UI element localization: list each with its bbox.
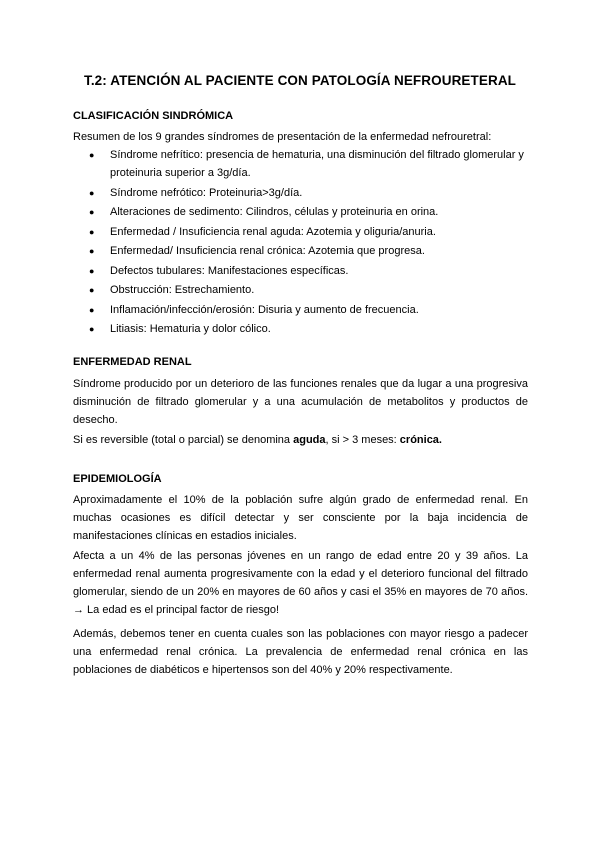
list-item — [73, 281, 533, 299]
sindromes-list — [73, 146, 533, 340]
epidemiologia-paragraph-2: Afecta a un 4% de las personas jóvenes en un rango de edad entre 20 y 39 años. La enfermedad renal aumenta progresivamente con la edad y el deterioro funcional del filtrado glomerular, siendo de un 20% en mayores de 60 años y casi el 35% en mayores de 70 años. → La edad es el principal factor de riesgo! — [73, 550, 528, 616]
list-item-text: Enfermedad / Insuficiencia renal aguda: Azotemia y oliguria/anuria. — [110, 225, 436, 238]
reversible-mid: , si > 3 meses: — [325, 434, 400, 446]
bullet-icon: ● — [89, 265, 95, 276]
bullet-icon: ● — [89, 246, 95, 256]
enfermedad-renal-definition: Síndrome producido por un deterioro de las funciones renales que da lugar a una progresiva disminución de filtrado glomerular y a una acumulación de metabolitos y productos de desecho. — [73, 378, 528, 426]
list-item — [73, 184, 533, 202]
clasificacion-intro: Resumen de los 9 grandes síndromes de presentación de la enfermedad nefrouretral: — [73, 131, 492, 143]
list-item-text: Defectos tubulares: Manifestaciones específicas. — [110, 264, 349, 277]
list-item-text: Enfermedad/ Insuficiencia renal crónica: Azotemia que progresa. — [110, 245, 425, 257]
list-item — [73, 320, 533, 338]
aguda-term: aguda — [293, 434, 326, 446]
bullet-icon: ● — [89, 226, 95, 237]
cronica-term: crónica. — [399, 434, 442, 446]
bullet-icon: ● — [89, 187, 95, 198]
list-item — [73, 262, 533, 280]
reversible-prefix: Si es reversible (total o parcial) se denomina — [73, 434, 294, 446]
bullet-icon: ● — [89, 324, 95, 334]
list-item — [73, 301, 533, 319]
list-item — [73, 223, 533, 241]
epidemiologia-paragraph-3: Además, debemos tener en cuenta cuales son las poblaciones con mayor riesgo a padecer una enfermedad renal crónica. La prevalencia de enfermedad renal crónica en las poblaciones de diabéticos e hipertensos son del 40% y 20% respectivamente. — [73, 628, 528, 676]
list-item-text: Síndrome nefrítico: presencia de hematuria, una disminución del filtrado glomerular y proteinuria superior a 3g/día. — [110, 149, 524, 179]
heading-epidemiologia: EPIDEMIOLOGÍA — [73, 473, 162, 485]
epidemiologia-paragraph-1: Aproximadamente el 10% de la población sufre algún grado de enfermedad renal. En muchas ocasiones es difícil detectar y ser consciente por la baja incidencia de manifestaciones clínicas en estadios iniciales. — [73, 494, 528, 542]
bullet-icon: ● — [89, 207, 95, 217]
bullet-icon: ● — [89, 150, 95, 160]
list-item-text: Obstrucción: Estrechamiento. — [110, 284, 255, 296]
heading-enfermedad-renal: ENFERMEDAD RENAL — [73, 356, 192, 368]
list-item — [73, 146, 533, 182]
heading-clasificacion: CLASIFICACIÓN SINDRÓMICA — [73, 110, 234, 122]
list-item-text: Litiasis: Hematuria y dolor cólico. — [110, 323, 271, 335]
list-item-text: Alteraciones de sedimento: Cilindros, células y proteinuria en orina. — [110, 206, 439, 218]
list-item-text: Inflamación/infección/erosión: Disuria y aumento de frecuencia. — [110, 303, 419, 316]
bullet-icon: ● — [89, 304, 95, 315]
enfermedad-renal-reversibility — [73, 431, 528, 449]
bullet-icon: ● — [89, 285, 95, 295]
page-title: T.2: ATENCIÓN AL PACIENTE CON PATOLOGÍA NEFROURETERAL — [83, 73, 517, 88]
list-item-text: Síndrome nefrótico: Proteinuria>3g/día. — [110, 186, 303, 199]
list-item — [73, 203, 533, 221]
list-item — [73, 242, 533, 260]
